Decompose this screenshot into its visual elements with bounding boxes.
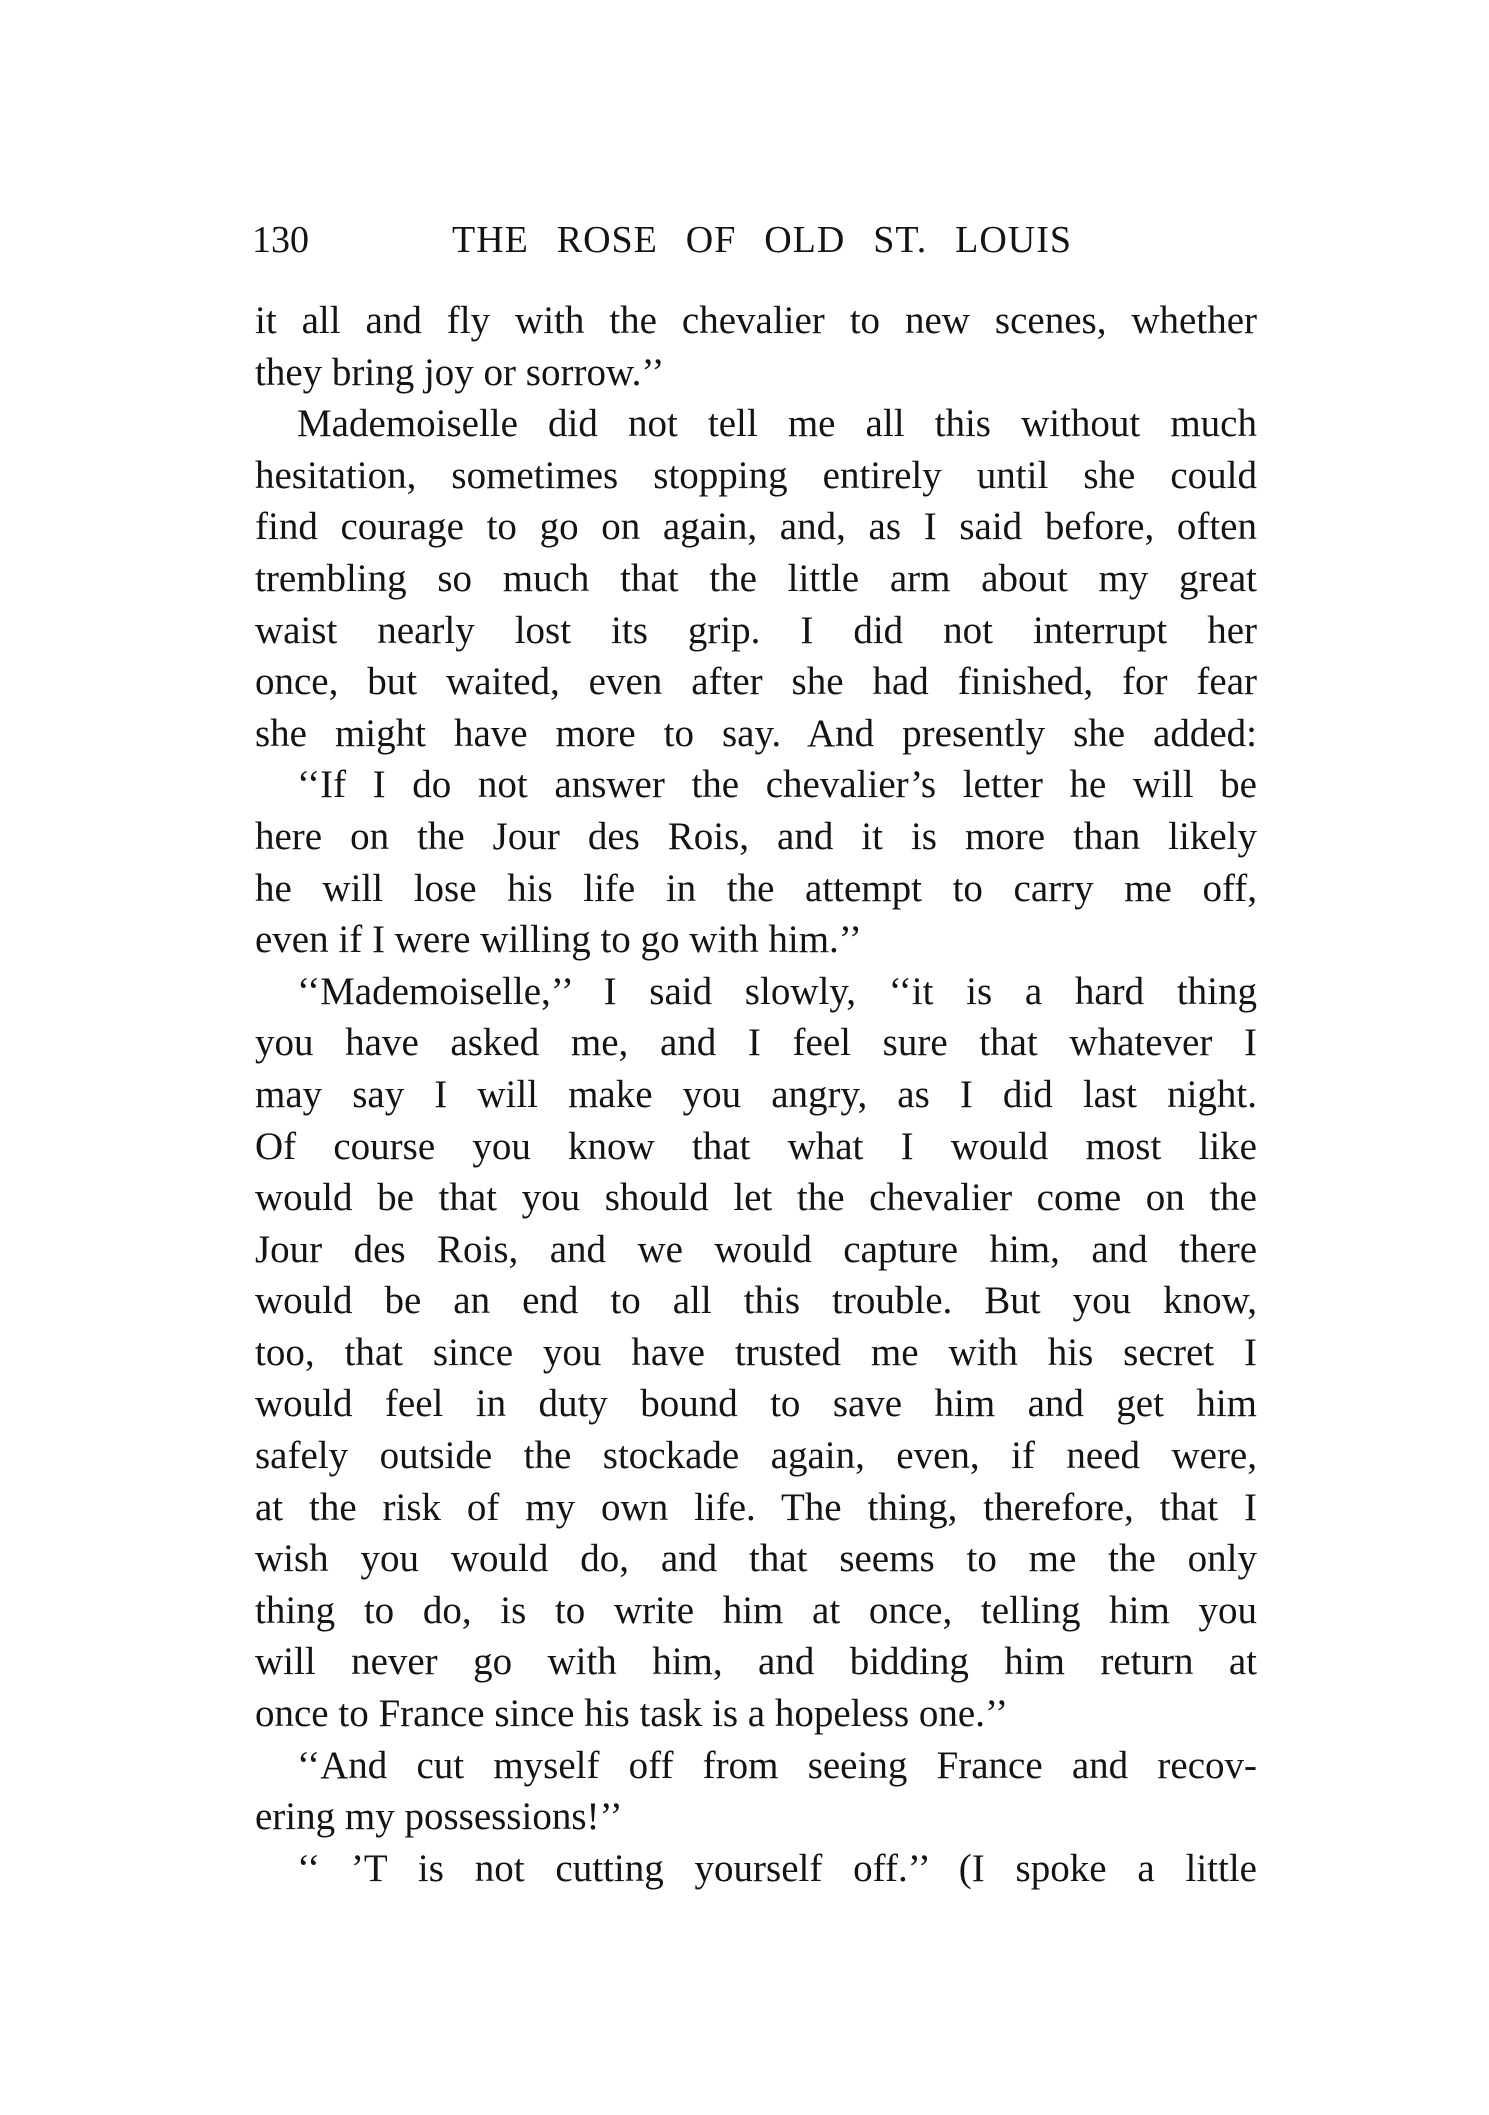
text-line: may say I will make you angry, as I did last night.: [255, 1072, 1257, 1116]
text-line: thing to do, is to write him at once, telling him you: [255, 1588, 1257, 1632]
body-text: [255, 295, 1257, 1894]
text-line: would feel in duty bound to save him and get him: [255, 1382, 1257, 1426]
text-line: Of course you know that what I would most like: [255, 1124, 1257, 1168]
text-line: would be an end to all this trouble. But you know,: [255, 1279, 1257, 1323]
text-line: ering my possessions!’’: [255, 1795, 623, 1839]
text-line: here on the Jour des Rois, and it is more than likely: [255, 814, 1257, 858]
text-line: will never go with him, and bidding him return at: [255, 1640, 1257, 1684]
text-line: at the risk of my own life. The thing, therefore, that I: [255, 1485, 1257, 1529]
text-line: ‘‘And cut myself off from seeing France and recov-: [297, 1743, 1257, 1787]
text-line: even if I were willing to go with him.’’: [255, 918, 862, 962]
text-line: ‘‘If I do not answer the chevalier’s letter he will be: [297, 763, 1257, 807]
text-line: too, that since you have trusted me with his secret I: [255, 1330, 1257, 1374]
text-line: waist nearly lost its grip. I did not interrupt her: [255, 608, 1257, 652]
text-line: hesitation, sometimes stopping entirely until she could: [255, 453, 1257, 497]
text-line: they bring joy or sorrow.’’: [255, 350, 665, 394]
text-line: Mademoiselle did not tell me all this without much: [297, 402, 1257, 446]
text-line: would be that you should let the chevalier come on the: [255, 1176, 1257, 1220]
text-line: once to France since his task is a hopeless one.’’: [255, 1692, 1009, 1736]
text-line: ‘‘ ’T is not cutting yourself off.’’ (I spoke a little: [297, 1846, 1257, 1890]
page-number: 130: [252, 219, 309, 261]
text-line: trembling so much that the little arm about my great: [255, 556, 1257, 600]
text-line: he will lose his life in the attempt to carry me off,: [255, 866, 1257, 910]
running-title: THE ROSE OF OLD ST. LOUIS: [452, 219, 1072, 261]
text-line: safely outside the stockade again, even, if need were,: [255, 1434, 1257, 1478]
text-line: she might have more to say. And presently she added:: [255, 711, 1257, 755]
text-line: Jour des Rois, and we would capture him, and there: [255, 1227, 1257, 1271]
text-line: wish you would do, and that seems to me the only: [255, 1537, 1257, 1581]
text-line: find courage to go on again, and, as I said before, often: [255, 505, 1257, 549]
text-line: once, but waited, even after she had finished, for fear: [255, 660, 1257, 704]
text-line: ‘‘Mademoiselle,’’ I said slowly, ‘‘it is a hard thing: [297, 969, 1257, 1013]
text-line: it all and fly with the chevalier to new scenes, whether: [255, 299, 1257, 342]
text-line: you have asked me, and I feel sure that whatever I: [255, 1021, 1257, 1065]
